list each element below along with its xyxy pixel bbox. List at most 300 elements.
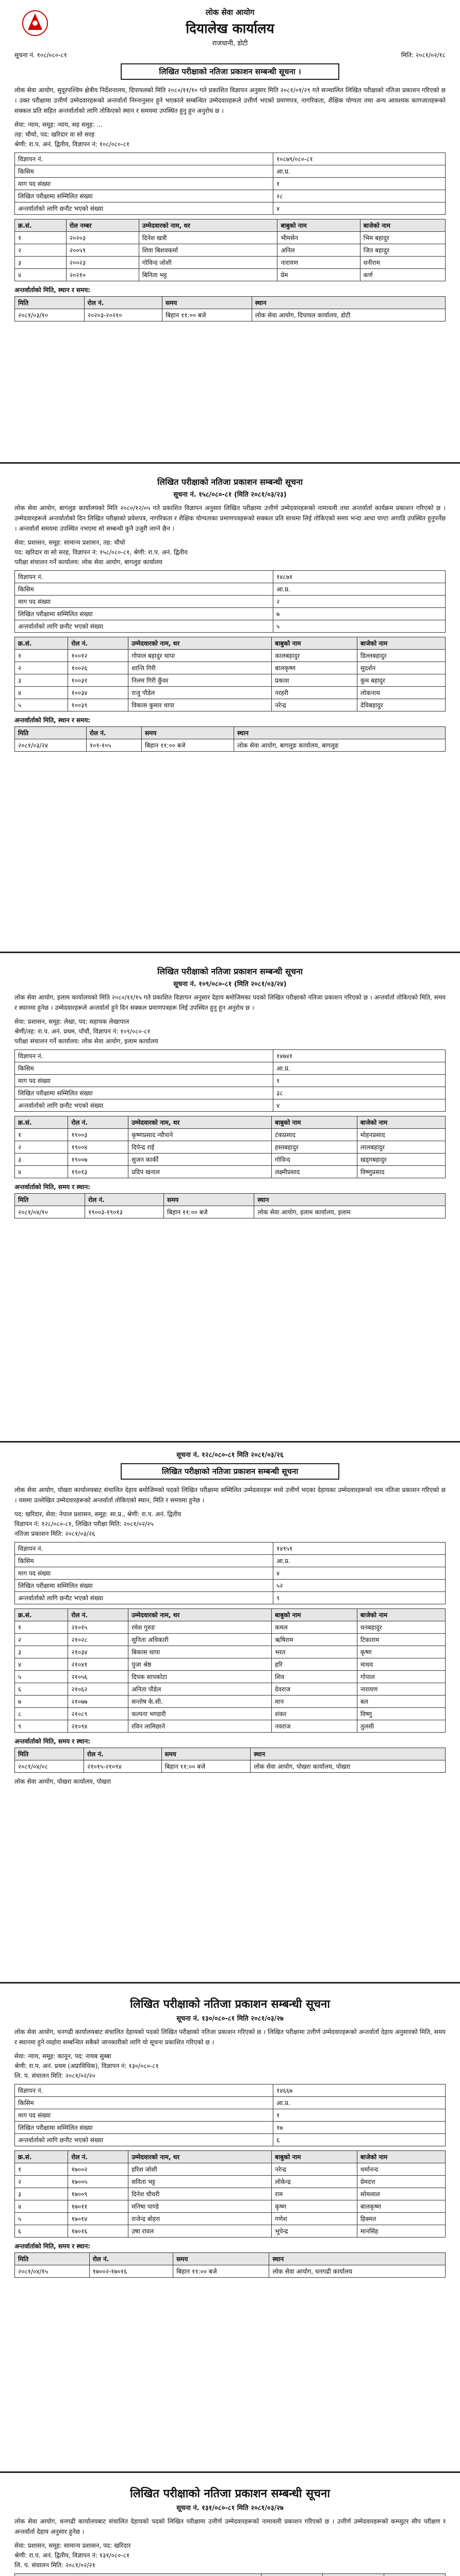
notice-title: लिखित परीक्षाको नतिजा प्रकाशन सम्बन्धी सूचना bbox=[130, 1998, 330, 2011]
cell: ५ bbox=[15, 2213, 68, 2225]
cell: नारायण bbox=[277, 257, 360, 269]
interview-label: अन्तर्वार्ताको मिति, समय र स्थान: bbox=[14, 1183, 91, 1191]
column-header: बाबुको नाम bbox=[272, 2151, 357, 2163]
column-header: बाजेको नाम bbox=[357, 1116, 445, 1129]
table-row bbox=[15, 1050, 446, 1062]
cell: भूपेन्द्र bbox=[272, 2225, 357, 2238]
info-value: आ.प्र. bbox=[273, 583, 446, 596]
post-detail-line: सेवा: प्रशासन, समूह: सामान्य प्रशासन, तह: चौथो bbox=[14, 539, 125, 546]
cell: २०२०३-२०२१० bbox=[84, 309, 162, 321]
table-row bbox=[15, 1671, 446, 1683]
post-details bbox=[14, 538, 446, 567]
cell: गोपाल बहादुर थापा bbox=[128, 650, 272, 662]
cell: लोक सेवा आयोग, दिपायल कार्यालय, डोटी bbox=[252, 309, 445, 321]
notice-title: लिखित परीक्षाको नतिजा प्रकाशन सम्बन्धी सूचना । bbox=[121, 63, 339, 80]
info-key: किसिम bbox=[15, 583, 273, 596]
column-header: रोल नं. bbox=[86, 727, 141, 739]
info-key: अन्तर्वार्ताको लागि छनौट भएको संख्या bbox=[15, 2134, 273, 2146]
post-detail-line: परीक्षा संचालन गर्ने कार्यालय: लोक सेवा आयोग, इलाम कार्यालय bbox=[14, 1038, 158, 1045]
notice-6 bbox=[0, 2473, 460, 2576]
notice-title: लिखित परीक्षाको नतिजा प्रकाशन सम्बन्धी सूचना bbox=[121, 1463, 339, 1480]
ref-row bbox=[14, 50, 446, 59]
post-detail-line: श्रेणी/तह: रा.प. अनं. प्रथम, पाँचौं, विज्ञापन नं: १०९/०८०-८१ bbox=[14, 1028, 151, 1035]
cell: प्रकाश bbox=[272, 674, 357, 687]
table-row bbox=[15, 1075, 446, 1087]
cell: १९००३-१९०१३ bbox=[85, 1206, 164, 1218]
cell: ७ bbox=[15, 1696, 68, 1708]
notice-5 bbox=[0, 1984, 460, 2473]
cell: १९००४ bbox=[68, 1141, 128, 1154]
cell: २१०३४ bbox=[68, 1646, 128, 1658]
cell: उषा रावल bbox=[128, 2225, 272, 2238]
table-row bbox=[15, 1683, 446, 1696]
interview-label: अन्तर्वार्ताको मिति, समय र स्थान: bbox=[14, 2243, 91, 2250]
candidate-table bbox=[14, 2150, 446, 2238]
info-key: किसिम bbox=[15, 2097, 273, 2109]
info-key: लिखित परीक्षामा सम्मिलित संख्या bbox=[15, 1580, 273, 1592]
column-header: क्र.सं. bbox=[15, 219, 67, 232]
notice-number: सूचना नं. १३०/०८०-८१ मिति २०८१/०३/२७ bbox=[176, 2015, 284, 2023]
exam-info-table bbox=[14, 2573, 446, 2576]
table-header-row bbox=[15, 1116, 446, 1129]
cell: नरेन्द्र bbox=[272, 2163, 357, 2176]
candidate-table bbox=[14, 1116, 446, 1178]
table-row bbox=[15, 1580, 446, 1592]
info-value: २८ bbox=[273, 190, 446, 202]
table-row bbox=[15, 1567, 446, 1580]
notice-paragraph: लोक सेवा आयोग, बागलुङ कार्यालयको मिति २०८०/१२/०५ गते प्रकाशित विज्ञापन अनुसार लिखित परीक्षामा उत्तीर्ण उम्मेदवारहरूको नामावली तथा अन्तर्वार्ता कार्यक्रम प्रकाशन गरिएको छ । उम्मेदवारहरूले अन्तर्वार्ताको दिन लिखित परीक्षाको प्रवेशपत्र, नागरिकता र शैक्षिक योग्यताका प्रमाणपत्रहरूको सक्कल प्रति साथमा लिई तोकिएको समय भन्दा आधा घण्टा अगाडि उपस्थित हुनुपर्नेछ । अन्तर्वार्ता समयमा उपस्थित नभएमा सो सम्बन्धी कुनै उजुरी लाग्ने छैन । bbox=[14, 504, 446, 532]
column-header: बाबुको नाम bbox=[277, 219, 360, 232]
interview-label: अन्तर्वार्ताको मिति, स्थान र समय: bbox=[14, 286, 91, 294]
cell: सोमलाल bbox=[357, 2188, 445, 2200]
info-value: १४७४१ bbox=[273, 1050, 446, 1062]
cell: माधव bbox=[357, 1658, 445, 1671]
notice-3 bbox=[0, 953, 460, 1443]
interview-table bbox=[14, 1193, 446, 1218]
table-row bbox=[15, 257, 446, 269]
cell: ४ bbox=[15, 687, 68, 699]
info-value: १४९५१ bbox=[273, 1543, 446, 1555]
cell: २००२३ bbox=[66, 257, 139, 269]
table-row bbox=[15, 1592, 446, 1604]
cell: ४ bbox=[15, 1658, 68, 1671]
cell: धनबहादुर bbox=[357, 1621, 445, 1634]
table-row bbox=[15, 190, 446, 202]
cell: २ bbox=[15, 662, 68, 674]
info-key: विज्ञापन नं. bbox=[15, 1543, 273, 1555]
cell: लोक सेवा आयोग, बागलुङ कार्यालय, बागलुङ bbox=[234, 739, 445, 752]
table-row bbox=[15, 2097, 446, 2109]
cell: २०२१० bbox=[66, 269, 139, 281]
column-header: रोल नं. bbox=[68, 2151, 128, 2163]
notice-number: सूचना नं. १२८/०८०-८१ मिति २०८१/०३/२६ bbox=[176, 1451, 284, 1459]
table-row bbox=[15, 687, 446, 699]
info-value: ५ bbox=[273, 620, 446, 633]
post-detail-line: पद: खरिदार, सेवा: नेपाल प्रशासन, समूह: सा.प्र., श्रेणी: रा.प. अनं. द्वितीय bbox=[14, 1511, 182, 1518]
table-row bbox=[15, 1543, 446, 1555]
table-row bbox=[15, 1555, 446, 1567]
cell: खड्गबहादुर bbox=[357, 1154, 445, 1166]
info-key: माग पद संख्या bbox=[15, 1075, 273, 1087]
table-row bbox=[15, 1129, 446, 1141]
cell: १७००५ bbox=[68, 2176, 128, 2188]
table-row bbox=[15, 1708, 446, 1720]
post-detail-line: श्रेणी: रा.प. अनं. द्वितीय, विज्ञापन नं: १०८/०८०-८१ bbox=[14, 141, 130, 148]
column-header: समय bbox=[162, 297, 252, 309]
table-header-row bbox=[15, 219, 446, 232]
cell: कृष्ण bbox=[272, 2200, 357, 2213]
cell: बिनिता भट्ट bbox=[139, 269, 277, 281]
cell: १७००२ bbox=[68, 2163, 128, 2176]
column-header: रोल नं. bbox=[68, 1609, 128, 1621]
post-details bbox=[14, 1017, 446, 1046]
table-row bbox=[15, 1720, 446, 1733]
post-detail-line: लि. प. संचालन मिति: २०८१/०२/२० bbox=[14, 2072, 95, 2079]
cell: २०२०३ bbox=[66, 232, 139, 244]
table-row bbox=[15, 2163, 446, 2176]
cell: १ bbox=[15, 2163, 68, 2176]
exam-info-table bbox=[14, 1049, 446, 1112]
cell: २०८१/०४/०८ bbox=[15, 1760, 84, 1773]
cell: रमेश गुरुङ bbox=[128, 1621, 272, 1634]
column-header: बाबुको नाम bbox=[272, 1116, 357, 1129]
table-row bbox=[15, 2122, 446, 2134]
cell: हिक्मत bbox=[357, 2213, 445, 2225]
exam-info-table bbox=[14, 2084, 446, 2146]
candidate-table bbox=[14, 1608, 446, 1733]
table-row bbox=[15, 178, 446, 190]
info-key: किसिम bbox=[15, 1555, 273, 1567]
cell: बिहान ११:०० बजे bbox=[162, 309, 252, 321]
column-header: स्थान bbox=[251, 1748, 446, 1760]
cell: सुजन कार्की bbox=[128, 1154, 272, 1166]
post-details bbox=[14, 120, 446, 149]
info-value: ४ bbox=[273, 1567, 446, 1580]
info-value: ९ bbox=[273, 1592, 446, 1604]
info-key: अन्तर्वार्ताको लागि छनौट भएको संख्या bbox=[15, 1099, 273, 1112]
column-header: रोल नं. bbox=[68, 1116, 128, 1129]
cell: ३ bbox=[15, 1154, 68, 1166]
notice-title: लिखित परीक्षाको नतिजा प्रकाशन सम्बन्धी सूचना bbox=[157, 477, 303, 487]
column-header: रोल नं. bbox=[89, 2253, 173, 2265]
cell: २ bbox=[15, 244, 67, 257]
cell: बिहान ११:०० बजे bbox=[164, 1206, 254, 1218]
post-detail-line: सेवा: न्याय, समूह: न्याय, सह समूह: ... bbox=[14, 121, 103, 128]
table-row bbox=[15, 1062, 446, 1075]
info-value: १४८७१ bbox=[273, 571, 446, 583]
column-header: बाबुको नाम bbox=[272, 1609, 357, 1621]
table-row bbox=[15, 674, 446, 687]
table-row bbox=[15, 1166, 446, 1178]
notice-2 bbox=[0, 464, 460, 953]
cell: कालबहादुर bbox=[272, 650, 357, 662]
column-header: समय bbox=[142, 727, 234, 739]
cell: धनीराम bbox=[360, 257, 445, 269]
post-details bbox=[14, 1510, 446, 1539]
cell: जित बहादुर bbox=[360, 244, 445, 257]
post-detail-line: लि. प. संचालन मिति: २०८१/०२/२१ bbox=[14, 2562, 95, 2569]
candidate-table bbox=[14, 637, 446, 711]
cell: कृष्णप्रसाद न्यौपाने bbox=[128, 1129, 272, 1141]
cell: बिहान ११:०० बजे bbox=[161, 1760, 251, 1773]
cell: २१०२८ bbox=[68, 1634, 128, 1646]
cell: १०१-१०५ bbox=[86, 739, 141, 752]
post-details bbox=[14, 2541, 446, 2570]
info-key: माग पद संख्या bbox=[15, 1567, 273, 1580]
column-header: उम्मेदवारको नाम, थर bbox=[128, 637, 272, 650]
post-detail-line: पद: खरिदार वा सो सरह, विज्ञापन नं: १५८/०८०-८१, श्रेणी: रा.प. अनं. द्वितीय bbox=[14, 549, 188, 556]
column-header: मिति bbox=[15, 297, 85, 309]
column-header: समय bbox=[161, 1748, 251, 1760]
cell: लोक सेवा आयोग, इलाम कार्यालय, इलाम bbox=[254, 1206, 446, 1218]
cell: राजु पौडेल bbox=[128, 687, 272, 699]
cell: बिकास थापा bbox=[128, 1646, 272, 1658]
info-key: माग पद संख्या bbox=[15, 2109, 273, 2122]
exam-info-table bbox=[14, 1542, 446, 1604]
cell: निलम गिरी कुँवर bbox=[128, 674, 272, 687]
cell: २ bbox=[15, 1141, 68, 1154]
cell: डिल्लबहादुर bbox=[357, 650, 445, 662]
info-key: विज्ञापन नं. bbox=[15, 153, 273, 165]
info-value: १४६६७ bbox=[273, 2084, 446, 2097]
cell: लक्ष्मीप्रसाद bbox=[272, 1166, 357, 1178]
column-header bbox=[261, 2574, 323, 2576]
table-row bbox=[15, 1154, 446, 1166]
table-header-row bbox=[15, 2574, 446, 2576]
cell: ५ bbox=[15, 699, 68, 711]
column-header: मिति bbox=[15, 727, 87, 739]
table-row bbox=[15, 699, 446, 711]
info-value: १०८७९/०८०-८१ bbox=[273, 153, 446, 165]
column-header: बाजेको नाम bbox=[357, 2151, 445, 2163]
cell: १ bbox=[15, 232, 67, 244]
cell: नरेन्द्र bbox=[272, 699, 357, 711]
table-row bbox=[15, 2109, 446, 2122]
cell: भिम बहादुर bbox=[360, 232, 445, 244]
cell: ३ bbox=[15, 257, 67, 269]
column-header: क्र.सं. bbox=[15, 1116, 68, 1129]
cell: २१०९४ bbox=[68, 1720, 128, 1733]
post-detail-line: नतिजा प्रकाशन मिति: २०८१/०३/२६ bbox=[14, 1530, 95, 1537]
info-value: ४ bbox=[273, 202, 446, 215]
table-row bbox=[15, 202, 446, 215]
cell: लोक सेवा आयोग, पोखरा कार्यालय, पोखरा bbox=[251, 1760, 446, 1773]
table-row bbox=[15, 2225, 446, 2238]
table-row bbox=[15, 1141, 446, 1154]
table-row bbox=[15, 739, 446, 752]
cell: १ bbox=[15, 650, 68, 662]
column-header bbox=[323, 2574, 384, 2576]
cell: २०८१/०३/१० bbox=[15, 309, 85, 321]
column-header: स्थान bbox=[269, 2253, 446, 2265]
table-row bbox=[15, 1621, 446, 1634]
cell: १००३४ bbox=[68, 687, 128, 699]
info-value: ३८ bbox=[273, 1087, 446, 1099]
column-header: समय bbox=[173, 2253, 269, 2265]
notice-footer: लोक सेवा आयोग, पोखरा कार्यालय, पोखरा bbox=[14, 1778, 111, 1785]
cell: नारायण bbox=[357, 1683, 445, 1696]
cell: देविबहादुर bbox=[357, 699, 445, 711]
cell: २ bbox=[15, 1634, 68, 1646]
post-detail-line: सेवा: न्याय, समूह: कानून, पद: नायब सुब्बा bbox=[14, 2053, 111, 2060]
cell: २१०७७ bbox=[68, 1696, 128, 1708]
cell: टंकप्रसाद bbox=[272, 1129, 357, 1141]
info-key: माग पद संख्या bbox=[15, 178, 273, 190]
table-row bbox=[15, 1087, 446, 1099]
column-header: स्थान bbox=[254, 1194, 446, 1206]
table-header-row bbox=[15, 1609, 446, 1621]
notice-4 bbox=[0, 1443, 460, 1984]
cell: २००५९ bbox=[66, 244, 139, 257]
info-key: किसिम bbox=[15, 165, 273, 178]
cell: १००१२ bbox=[68, 650, 128, 662]
info-key: किसिम bbox=[15, 1062, 273, 1075]
table-row bbox=[15, 1658, 446, 1671]
cell: ४ bbox=[15, 269, 67, 281]
info-value: आ.प्र. bbox=[273, 1062, 446, 1075]
column-header: मिति bbox=[15, 1194, 85, 1206]
info-value: १ bbox=[273, 178, 446, 190]
table-row bbox=[15, 620, 446, 633]
info-key: लिखित परीक्षामा सम्मिलित संख्या bbox=[15, 2122, 273, 2134]
info-key: माग पद संख्या bbox=[15, 596, 273, 608]
cell: कल्पना भण्डारी bbox=[128, 1708, 272, 1720]
table-header-row bbox=[15, 1748, 446, 1760]
cell: प्रेम bbox=[277, 269, 360, 281]
cell: गोपाल bbox=[357, 1671, 445, 1683]
column-header bbox=[384, 2574, 446, 2576]
cell: हरि bbox=[272, 1658, 357, 1671]
post-detail-line: सेवा: प्रशासन, समूह: सामान्य प्रशासन, पद: खरिदार bbox=[14, 2542, 131, 2549]
cell: विकास कुमार थापा bbox=[128, 699, 272, 711]
cell: दिनेश चौधरी bbox=[128, 2188, 272, 2200]
notice-title: लिखित परीक्षाको नतिजा प्रकाशन सम्बन्धी सूचना bbox=[130, 2487, 330, 2500]
info-key: अन्तर्वार्ताको लागि छनौट भएको संख्या bbox=[15, 1592, 273, 1604]
table-row bbox=[15, 2188, 446, 2200]
table-row bbox=[15, 2213, 446, 2225]
post-detail-line: विज्ञापन नं: १२८/०८०-८१, लिखित परीक्षा मिति: २०८१/०२/२५ bbox=[14, 1520, 154, 1528]
table-row bbox=[15, 571, 446, 583]
column-header bbox=[15, 2574, 261, 2576]
cell: लोकेन्द्र bbox=[272, 2176, 357, 2188]
info-key: लिखित परीक्षामा सम्मिलित संख्या bbox=[15, 190, 273, 202]
cell: सविता भट्ट bbox=[128, 2176, 272, 2188]
info-value: आ.प्र. bbox=[273, 165, 446, 178]
cell: बिहान ११:०० बजे bbox=[173, 2265, 269, 2278]
column-header: रोल नं. bbox=[84, 297, 162, 309]
notice-1 bbox=[0, 0, 460, 464]
cell: २१०१५-२१०९४ bbox=[84, 1760, 161, 1773]
cell: २०८१/०३/२४ bbox=[15, 739, 87, 752]
exam-info-table bbox=[14, 152, 446, 215]
cell: सुदर्शन bbox=[357, 662, 445, 674]
cell: १ bbox=[15, 1129, 68, 1141]
table-row bbox=[15, 1696, 446, 1708]
column-header: क्र.सं. bbox=[15, 1609, 68, 1621]
table-row bbox=[15, 608, 446, 620]
cell: बिहान ११:०० बजे bbox=[142, 739, 234, 752]
cell: लोकनाथ bbox=[357, 687, 445, 699]
cell: ऋषिराम bbox=[272, 1634, 357, 1646]
column-header: रोल नं. bbox=[85, 1194, 164, 1206]
cell: मान bbox=[272, 1696, 357, 1708]
column-header: रोल नं. bbox=[68, 637, 128, 650]
post-detail-line: परीक्षा संचालन गर्ने कार्यालय: लोक सेवा आयोग, बागलुङ कार्यालय bbox=[14, 558, 162, 566]
column-header: मिति bbox=[15, 2253, 90, 2265]
table-header-row bbox=[15, 2151, 446, 2163]
cell: विष्णुप्रसाद bbox=[357, 1166, 445, 1178]
cell: अनिता पौडेल bbox=[128, 1683, 272, 1696]
info-key: विज्ञापन नं. bbox=[15, 1050, 273, 1062]
cell: टिकाराम bbox=[357, 1634, 445, 1646]
cell: लालबहादुर bbox=[357, 1141, 445, 1154]
column-header: स्थान bbox=[234, 727, 445, 739]
cell: शान्ति गिरी bbox=[128, 662, 272, 674]
cell: भरत bbox=[272, 1646, 357, 1658]
table-row bbox=[15, 2176, 446, 2188]
cell: गोविन्द जोशी bbox=[139, 257, 277, 269]
column-header: बाजेको नाम bbox=[360, 219, 445, 232]
info-value: ६ bbox=[273, 2134, 446, 2146]
cell: नवराज bbox=[272, 1720, 357, 1733]
cell: २१०४१ bbox=[68, 1658, 128, 1671]
notice-title: लिखित परीक्षाको नतिजा प्रकाशन सम्बन्धी सूचना bbox=[157, 967, 303, 976]
column-header: बाजेको नाम bbox=[357, 1609, 445, 1621]
table-row bbox=[15, 309, 446, 321]
interview-label: अन्तर्वार्ताको मिति, समय र स्थान: bbox=[14, 1738, 91, 1745]
cell: १००२६ bbox=[68, 662, 128, 674]
table-row bbox=[15, 2265, 446, 2278]
info-value: ४ bbox=[273, 1099, 446, 1112]
cell: मानसिंह bbox=[357, 2225, 445, 2238]
cell: राजेन्द्र बोहरा bbox=[128, 2213, 272, 2225]
cell: दिपक सापकोटा bbox=[128, 1671, 272, 1683]
info-key: लिखित परीक्षामा सम्मिलित संख्या bbox=[15, 608, 273, 620]
cell: ४ bbox=[15, 2200, 68, 2213]
cell: १ bbox=[15, 1621, 68, 1634]
post-detail-line: श्रेणी: रा.प. अनं. प्रथम (अप्राविधिक), विज्ञापन नं: १३०/०८०-८१ bbox=[14, 2062, 159, 2070]
cell: ५ bbox=[15, 1671, 68, 1683]
table-row bbox=[15, 165, 446, 178]
table-row bbox=[15, 1646, 446, 1658]
info-value: ७ bbox=[273, 608, 446, 620]
table-header-row bbox=[15, 637, 446, 650]
candidate-table bbox=[14, 219, 446, 281]
cell: ६ bbox=[15, 2225, 68, 2238]
cell: प्रदिप खनाल bbox=[128, 1166, 272, 1178]
cell: १००३९ bbox=[68, 699, 128, 711]
cell: २१०८९ bbox=[68, 1708, 128, 1720]
info-value: आ.प्र. bbox=[273, 2097, 446, 2109]
post-detail-line: तह: चौथो, पद: खरिदार वा सो सरह bbox=[14, 131, 95, 138]
column-header: मिति bbox=[15, 1748, 84, 1760]
notice-number: सूचना नं. १०८/०८०-८१ bbox=[14, 52, 67, 59]
table-row bbox=[15, 650, 446, 662]
cell: देवराज bbox=[272, 1683, 357, 1696]
table-row bbox=[15, 1634, 446, 1646]
table-row bbox=[15, 1099, 446, 1112]
cell: १७०१४ bbox=[68, 2213, 128, 2225]
cell: पुजा श्रेष्ठ bbox=[128, 1658, 272, 1671]
column-header: रोल नम्बर bbox=[66, 219, 139, 232]
cell: शंकर bbox=[272, 1708, 357, 1720]
info-value: १ bbox=[273, 2109, 446, 2122]
info-value: ५२ bbox=[273, 1580, 446, 1592]
cell: धर्मानन्द bbox=[357, 2163, 445, 2176]
column-header: बाबुको नाम bbox=[272, 637, 357, 650]
cell: कमल bbox=[272, 1621, 357, 1634]
office-place: राजधानी, डोटी bbox=[212, 40, 248, 47]
